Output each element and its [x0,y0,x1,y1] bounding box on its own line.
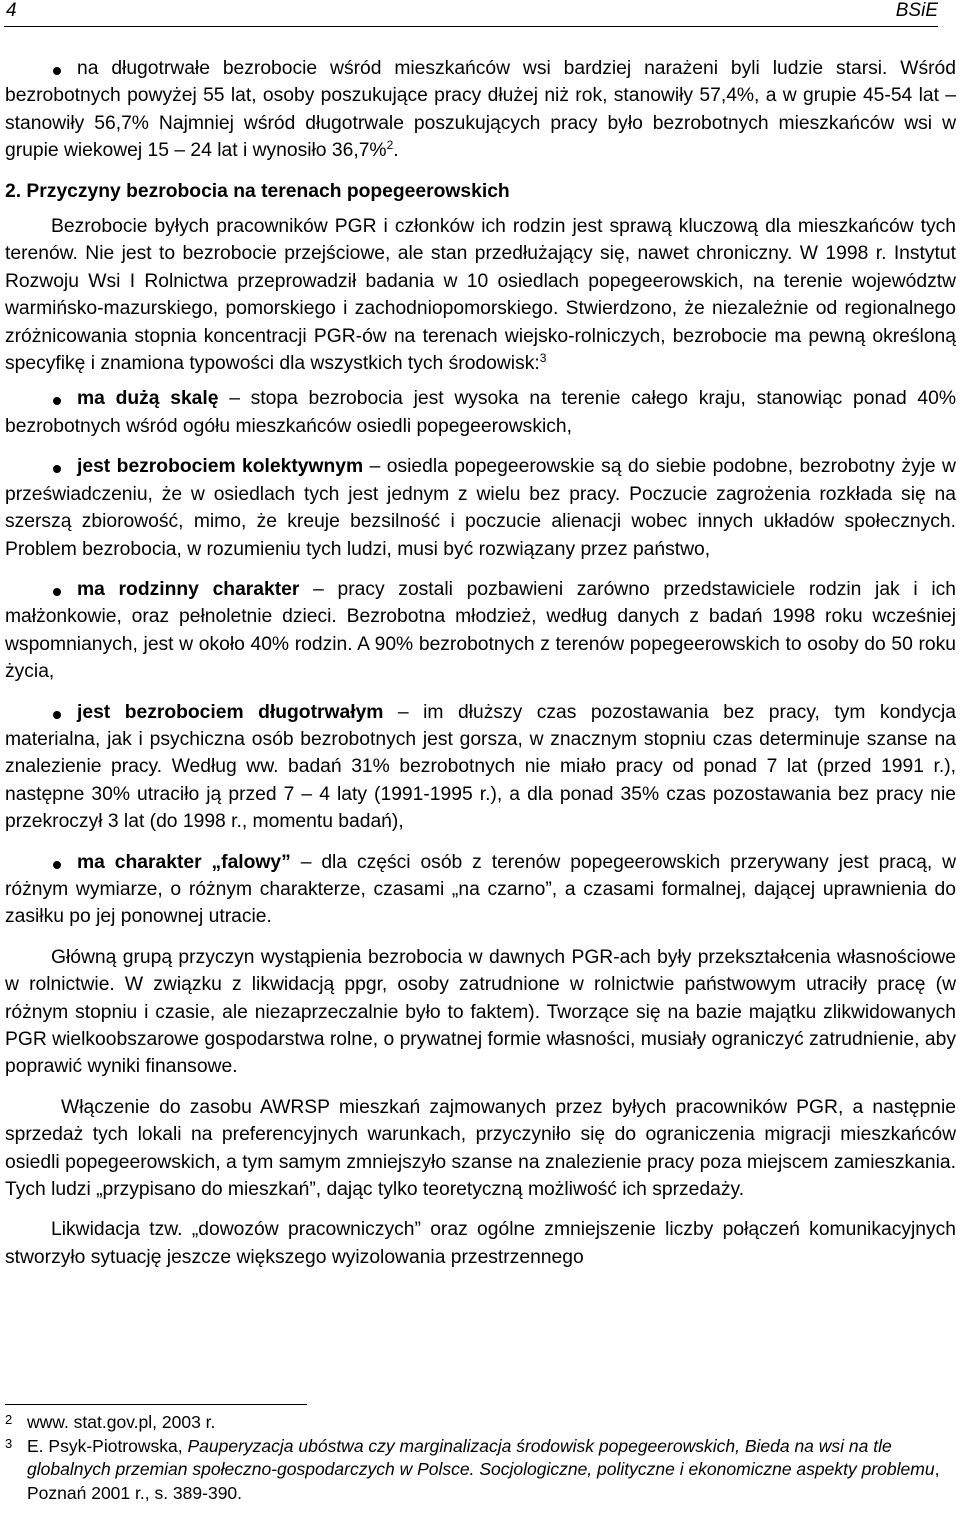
paragraph: Likwidacja tzw. „dowozów pracowniczych” oraz ogólne zmniejszenie liczby połączeń komunikacyjnych stworzyło sytuację jeszcze większego wyizolowania przestrzennego [5,1219,956,1268]
feature-item [5,453,956,563]
page-number: 4 [6,0,17,21]
section-heading: 2. Przyczyny bezrobocia na terenach popegeerowskich [5,180,510,202]
footnote-author: E. Psyk-Piotrowska, [27,1435,188,1456]
bullet-icon [53,67,61,75]
footnote-mark: 2 [5,1412,13,1427]
feature-text: – stopa bezrobocia jest wysoka na terenie całego kraju, stanowiąc ponad 40% bezrobotnych wśród ogółu mieszkańców osiedli popegeerowskich, [5,388,956,437]
feature-text: – osiedla popegeerowskie są do siebie podobne, bezrobotny żyje w przeświadczeniu, że w osiedlach tych jest jednym z wielu bez pracy. Poczucie zagrożenia rozkłada się na szerszą zbiorowość, mimo, że kreuje bezsilność i poczucie alienacji wobec innych układów społecznych. Problem bezrobocia, w rozumieniu tych ludzi, musi być rozwiązany przez państwo, [5,456,956,560]
paragraph: Włączenie do zasobu AWRSP mieszkań zajmowanych przez byłych pracowników PGR, a następnie sprzedaż tych lokali na preferencyjnych warunkach, przyczyniło się do ograniczenia migracji mieszkańców osiedli popegeerowskich, a tym samym zmniejszyło szanse na znalezienie pracy poza miejscem zamieszkania. Tych ludzi „przypisano do mieszkań”, dając tylko teoretyczną możliwość ich sprzedaży. [5,1096,956,1201]
feature-text: – dla części osób z terenów popegeerowskich przerywany jest pracą, w różnym wymiarze, o różnym charakterze, czasami „na czarno”, a czasami formalnej, dającej uprawnienia do zasiłku po jej ponownej utracie. [5,851,957,928]
feature-item [5,385,956,440]
sentence-end: . [393,140,399,162]
footnote-rest: , Poznań 2001 r., s. 389-390. [27,1459,940,1503]
feature-term: ma dużą skalę [77,388,219,410]
footnote [5,1411,956,1435]
feature-term: ma rodzinny charakter [77,578,300,600]
list-item [5,453,956,563]
publication-name: BSiE [895,0,938,21]
main-text [5,55,956,1271]
footnote-ref: 2 [386,138,394,153]
intro-bullet [5,55,956,165]
feature-text: – pracy zostali pozbawieni zarówno przedstawiciele rodzin jak i ich małżonkowie, oraz pełnoletnie dzieci. Bezrobotna młodzież, według danych z badań 1998 roku wcześniej wspomnianych, jest w około 40% rodzin. A 90% bezrobotnych z terenów popegeerowskich to osoby do 50 roku życia, [5,578,956,683]
footnote-text: www. stat.gov.pl, 2003 r. [27,1412,216,1432]
feature-item [5,576,956,686]
list-item [5,576,956,686]
feature-term: ma charakter „falowy” [77,851,291,873]
page-header [4,0,938,27]
list-item [5,55,956,165]
intro-paragraph [5,213,956,377]
paragraph-text: Bezrobocie byłych pracowników PGR i członków ich rodzin jest sprawą kluczową dla mieszkańców tych terenów. Nie jest to bezrobocie przejściowe, ale stan przedłużający się, nawet chroniczny. W 1998 r. Instytut Rozwoju Wsi I Rolnictwa przeprowadził badania w 10 osiedlach popegeerowskich, na terenie województw warmińsko-mazurskiego, pomorskiego i zachodniopomorskiego. Stwierdzono, że niezależnie od regionalnego zróżnicowania stopnia koncentracji PGR-ów na terenach wiejsko-rolniczych, bezrobocie ma pewną określoną specyfikę i znamiona typowości dla wszystkich tych środowisk: [5,216,956,375]
feature-item [5,699,956,836]
feature-term: jest bezrobociem kolektywnym [77,456,364,478]
list-item [5,385,956,440]
paragraph: Główną grupą przyczyn wystąpienia bezrobocia w dawnych PGR-ach były przekształcenia własnościowe w rolnictwie. W związku z likwidacją ppgr, osoby zatrudnione w rolnictwie państwowym utraciły pracę (w różnym stopniu i czasie, ale niezaprzeczalnie było to faktem). Tworzące się na bazie majątku zlikwidowanych PGR wielkoobszarowe gospodarstwa rolne, o prywatnej formie własności, musiały ograniczyć zatrudnienie, aby poprawić wyniki finansowe. [5,946,956,1078]
list-item [5,699,956,836]
footnotes [5,1411,956,1505]
bullet-icon [53,588,61,596]
feature-text: – im dłuższy czas pozostawania bez pracy, tym kondycja materialna, jak i psychiczna osób bezrobotnych jest gorsza, w znacznym stopniu czas determinuje szanse na znalezienie pracy. Według ww. badań 31% bezrobotnych nie miało pracy od ponad 7 lat (przed 1991 r.), następne 30% utraciło ją przed 7 – 4 laty (1991-1995 r.), a dla ponad 35% czas pozostawania bez pracy nie przekroczył 3 lat (do 1998 r., momentu badań), [5,701,956,833]
feature-term: jest bezrobociem długotrwałym [77,701,384,723]
bullet-icon [53,861,61,869]
footnote-mark: 3 [5,1435,13,1451]
list-item [5,849,956,931]
bullet-icon [53,711,61,719]
footnote-ref: 3 [539,351,547,366]
feature-item [5,849,956,931]
footnote-divider [5,1404,307,1405]
footnote [5,1435,956,1506]
footnote-title: Pauperyzacja ubóstwa czy marginalizacja środowisk popegeerowskich, Bieda na wsi na tle globalnych przemian społeczno-gospodarczych w Polsce. Socjologiczne, polityczne i ekonomiczne aspekty problemu [27,1435,935,1479]
bullet-text: na długotrwałe bezrobocie wśród mieszkańców wsi bardziej narażeni byli ludzie starsi. Wśród bezrobotnych powyżej 55 lat, osoby poszukujące pracy dłużej niż rok, stanowiły 57,4%, a w grupie 45-54 lat – stanowiły 56,7% Najmniej wśród długotrwale poszukujących pracy było bezrobotnych mieszkańców wsi w grupie wiekowej 15 – 24 lat i wynosiło 36,7% [5,58,956,162]
